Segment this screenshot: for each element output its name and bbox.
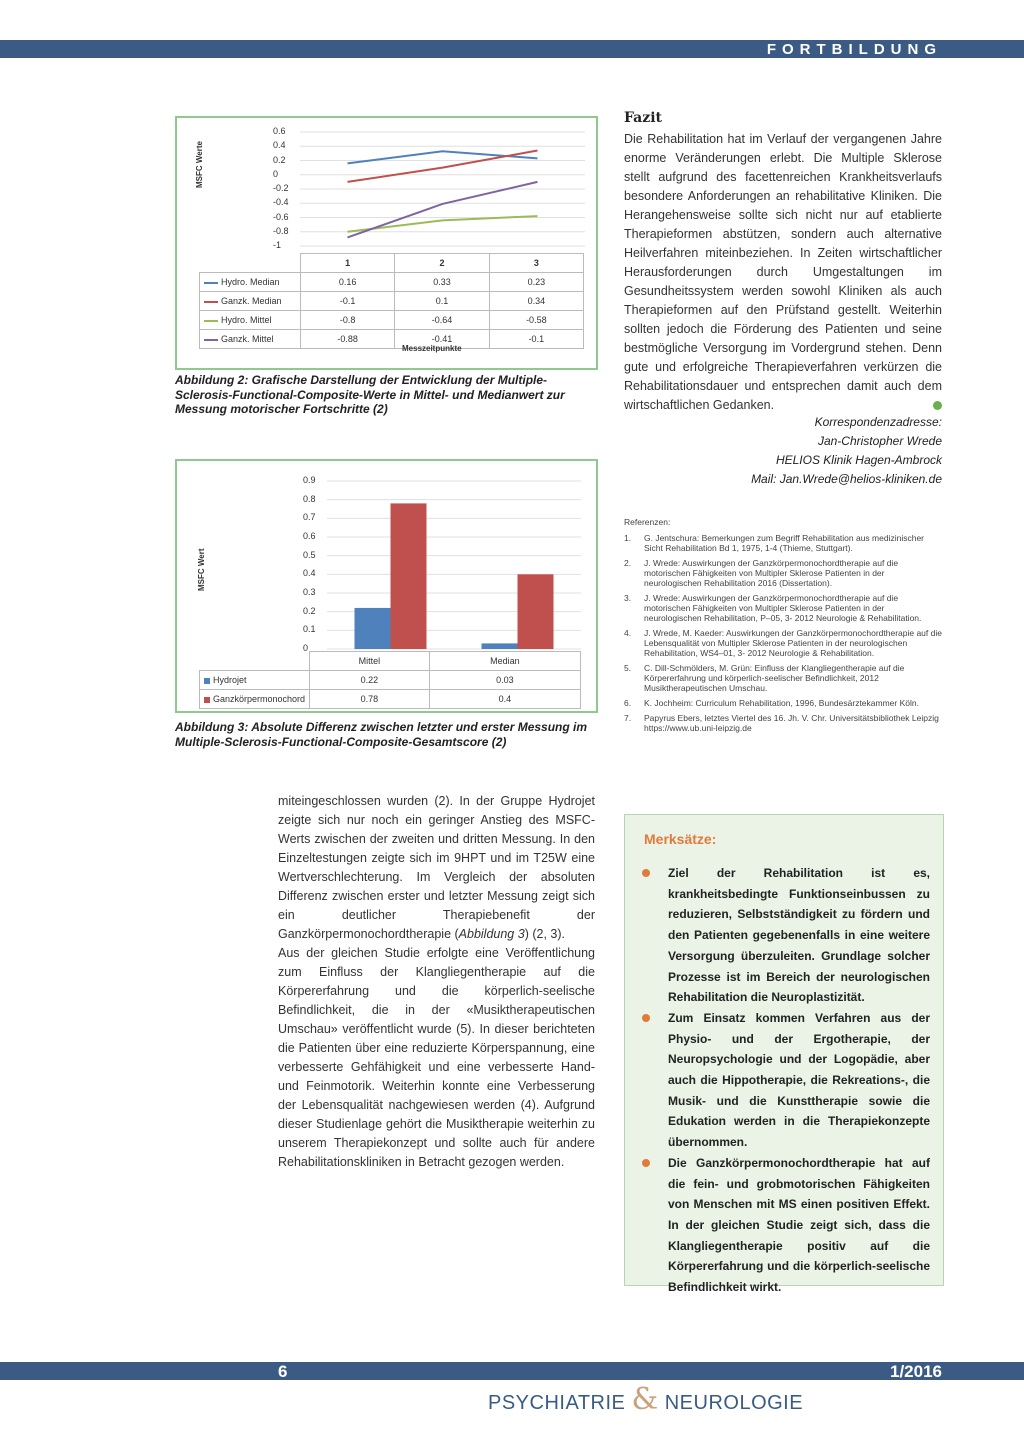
reference-item xyxy=(624,663,942,693)
figure-2-caption: Abbildung 2: Grafische Darstellung der Entwicklung der Multiple-Sclerosis-Functional-Composite-Werte in Mittel- und Medianwert zur Messung motorischer Fortschritte (2) xyxy=(175,373,565,416)
legend-swatch xyxy=(204,320,218,322)
bar xyxy=(391,503,427,649)
data-label: 0.16 xyxy=(301,273,395,292)
key-points-heading: Merksätze: xyxy=(644,831,717,847)
legend-label: Hydro. Median xyxy=(221,277,280,287)
data-label: 0.03 xyxy=(429,671,580,690)
key-point-text: Die Ganzkörpermonochordtherapie hat auf die fein- und grobmotorischen Fähigkeiten von Menschen mit MS einen positiven Effekt. In der gleichen Studie zeigt sich, dass die Klangliegentherapie positiv auf die Körpererfahrung und die körperlich-seelische Befindlichkeit wirkt. xyxy=(668,1155,930,1295)
legend-swatch xyxy=(204,697,210,703)
reference-item xyxy=(624,593,942,623)
figure-3 xyxy=(175,459,598,713)
references-heading: Referenzen: xyxy=(624,517,671,527)
reference-text: K. Jochheim: Curriculum Rehabilitation, 1996, Bundesärztekammer Köln. xyxy=(644,698,919,708)
fig3-y-axis-label: MSFC Wert xyxy=(197,548,206,591)
legend-label: Hydro. Mittel xyxy=(221,315,272,325)
header-bar xyxy=(0,40,1024,58)
key-point-item xyxy=(642,1008,930,1153)
reference-text: J. Wrede: Auswirkungen der Ganzkörpermonochordtherapie auf die motorischen Fähigkeiten von Multipler Sklerose Patienten in der neurologischen Rehabilitation, P–05, 3- 2012 Neurologie & Rehabilitation. xyxy=(644,593,922,623)
y-tick-label: 0.3 xyxy=(303,587,316,597)
reference-text: J. Wrede: Auswirkungen der Ganzkörpermonochordtherapie auf die motorischen Fähigkeiten von Multipler Sklerose Patienten in der neurologischen Rehabilitation 2016 (Dissertation). xyxy=(644,558,899,588)
correspondence-address xyxy=(624,413,942,489)
bar xyxy=(518,574,554,649)
fig3-data-table xyxy=(199,651,581,709)
bar xyxy=(482,643,518,649)
x-tick-label: 1 xyxy=(301,254,395,273)
x-tick-label: 2 xyxy=(395,254,489,273)
series-line xyxy=(348,216,538,232)
y-tick-label: 0.9 xyxy=(303,475,316,485)
data-label: 0.4 xyxy=(429,690,580,709)
data-label: -0.1 xyxy=(301,292,395,311)
data-label: 0.22 xyxy=(310,671,430,690)
page-number: 6 xyxy=(278,1362,288,1381)
reference-text: Papyrus Ebers, letztes Viertel des 16. Jh. V. Chr. Universitätsbibliothek Leipzig https://www.ub.uni-leipzig.de xyxy=(644,713,939,733)
legend-label: Ganzk. Median xyxy=(221,296,282,306)
ampersand-logo: & xyxy=(631,1382,659,1417)
data-label: -0.64 xyxy=(395,311,489,330)
fazit-heading: Fazit xyxy=(624,110,662,126)
data-label: 0.33 xyxy=(395,273,489,292)
y-tick-label: -0.6 xyxy=(273,211,289,222)
legend-label: Ganzkörpermonochord xyxy=(213,694,306,704)
y-tick-label: 0.6 xyxy=(303,531,316,541)
x-tick-label: 3 xyxy=(489,254,583,273)
bullet-icon xyxy=(642,1159,650,1167)
reference-number: 1. xyxy=(624,533,632,543)
reference-text: G. Jentschura: Bemerkungen zum Begriff Rehabilitation aus medizinischer Sicht Rehabilitation Bd 1, 1975, 1-4 (Thieme, Stuttgart). xyxy=(644,533,925,553)
reference-item xyxy=(624,713,942,733)
reference-item xyxy=(624,698,942,708)
data-label: -0.1 xyxy=(489,330,583,349)
y-tick-label: 0.5 xyxy=(303,549,316,560)
key-point-text: Ziel der Rehabilitation ist es, krankheitsbedingte Funktionseinbussen zu reduzieren, Selbstständigkeit zu fördern und den Patienten gegebenenfalls in eine weitere Versorgung überzuleiten. Grundlage solcher Prozesse ist im Bereich der neurologischen Rehabilitation die Neuroplastizität. xyxy=(668,866,930,1005)
end-of-article-icon xyxy=(933,401,942,410)
body-paragraph-2: Aus der gleichen Studie erfolgte eine Veröffentlichung zum Einfluss der Klangliegentherapie auf die Körpererfahrung und die körperlich-seelische Befindlichkeit, die in der «Musiktherapeutischen Umschau» veröffentlicht wurde (5). In dieser berichteten die Patienten über eine reduzierte Körperspannung, eine verbesserte Gehfähigkeit und eine verbesserte Hand- und Feinmotorik. Weiterhin konnte eine Verbesserung der Lebensqualität nachgewiesen werden (4). Aufgrund dieser Studienlage gehört die Musiktherapie weiterhin zu unserem Therapiekonzept und sollte auch für andere Rehabilitationskliniken in Betracht gezogen werden. xyxy=(278,946,595,1169)
y-tick-label: 0.7 xyxy=(303,512,316,523)
fig2-y-axis-label: MSFC Werte xyxy=(195,141,204,188)
reference-text: C. Dill-Schmölders, M. Grün: Einfluss der Klangliegentherapie auf die Körpererfahrung und körperlich-seelischer Befindlichkeit, 2012 Musiktherapeutischen Umschau. xyxy=(644,663,905,693)
fig3-plot xyxy=(327,477,581,651)
legend-label: Ganzk. Mittel xyxy=(221,334,274,344)
legend-row xyxy=(200,311,584,330)
reference-number: 5. xyxy=(624,663,632,673)
reference-item xyxy=(624,533,942,553)
bar xyxy=(355,608,391,649)
reference-number: 2. xyxy=(624,558,632,568)
section-title: FORTBILDUNG xyxy=(766,41,942,58)
data-label: -0.41 xyxy=(395,330,489,349)
series-line xyxy=(348,151,538,163)
fig2-x-axis-label: Messzeitpunkte xyxy=(402,344,462,353)
y-tick-label: 0.4 xyxy=(273,140,286,151)
reference-number: 3. xyxy=(624,593,632,603)
data-label: 0.23 xyxy=(489,273,583,292)
issue-number: 1/2016 xyxy=(890,1362,942,1381)
references-list xyxy=(624,533,942,733)
fig2-data-table xyxy=(199,253,584,349)
x-tick-label: Median xyxy=(429,652,580,671)
legend-row xyxy=(200,330,584,349)
fazit-text: Die Rehabilitation hat im Verlauf der vergangenen Jahre enorme Veränderungen erlebt. Die Multiple Sklerose stellt aufgrund des facettenreichen Krankheitsverlaufs besondere Anforderungen an rehabilitative Kliniken. Die Herangehensweise sollte sich nicht nur auf etablierte Therapieformen abstützen, sondern auch alternative Heilverfahren miteinbeziehen. In Zeiten wirtschaftlicher Herausforderungen durch Umgestaltungen im Gesundheitssystem werden sowohl Kliniken als auch Therapieformen auf den Prüfstand gestellt. Weiterhin sollten jedoch die Förderung des Patienten und seine bestmögliche Versorgung im Vordergrund stehen. Denn gute und erfolgreiche Therapieverfahren verkürzen die Rehabilitationsdauer und entsprechen damit auch dem wirtschaftlichen Gedanken. xyxy=(624,132,942,412)
y-tick-label: 0.8 xyxy=(303,493,316,504)
y-tick-label: 0.4 xyxy=(303,568,316,579)
y-tick-label: 0.2 xyxy=(273,154,286,165)
reference-item xyxy=(624,558,942,588)
y-tick-label: -1 xyxy=(273,240,282,250)
legend-label: Hydrojet xyxy=(213,675,247,685)
series-line xyxy=(348,151,538,182)
reference-number: 4. xyxy=(624,628,632,638)
y-tick-label: 0.2 xyxy=(303,605,316,616)
fazit-text-block xyxy=(624,130,942,415)
y-tick-label: 0 xyxy=(303,643,309,653)
y-tick-label: -0.2 xyxy=(273,183,289,193)
correspondence-clinic: HELIOS Klinik Hagen-Ambrock xyxy=(775,453,942,467)
data-label: -0.8 xyxy=(301,311,395,330)
body-paragraph-1: miteingeschlossen wurden (2). In der Gruppe Hydrojet zeigte sich nur noch ein geringer Anstieg des MSFC-Werts zwischen der zweiten und dritten Messung. In den Einzeltestungen zeigte sich im 9HPT und im T25W eine Wertverschlechterung. Im Vergleich der absoluten Differenz zwischen erster und letzter Messung zeigt sich ein deutlicher Therapiebenefit der Ganzkörpermonochordtherapie (Abbildung 3) (2, 3). xyxy=(278,794,595,941)
data-label: -0.58 xyxy=(489,311,583,330)
reference-number: 7. xyxy=(624,713,632,723)
fig2-plot xyxy=(300,126,585,251)
key-points-box xyxy=(624,814,944,1295)
legend-swatch xyxy=(204,678,210,684)
reference-item xyxy=(624,628,942,658)
key-point-item xyxy=(642,1153,930,1298)
legend-swatch xyxy=(204,282,218,284)
data-label: -0.88 xyxy=(301,330,395,349)
references xyxy=(624,517,942,738)
reference-text: J. Wrede, M. Kaeder: Auswirkungen der Ganzkörpermonochordtherapie auf die Lebensqualität von Multipler Sklerose Patienten in der neurologischen Rehabilitation, WS4–01, 3- 2012 Neurologie & Rehabilitation. xyxy=(644,628,942,658)
legend-swatch xyxy=(204,301,218,303)
y-tick-label: 0.1 xyxy=(303,624,316,635)
data-label: 0.78 xyxy=(310,690,430,709)
data-label: 0.1 xyxy=(395,292,489,311)
reference-number: 6. xyxy=(624,698,632,708)
figure-2 xyxy=(175,116,598,370)
legend-row xyxy=(200,292,584,311)
body-text-column xyxy=(278,792,595,1172)
footer-bar xyxy=(0,1362,1024,1380)
bullet-icon xyxy=(642,869,650,877)
key-point-item xyxy=(642,863,930,1008)
legend-row xyxy=(200,273,584,292)
figure-reference: Abbildung 3 xyxy=(458,927,525,941)
key-points-list xyxy=(642,863,930,1298)
correspondence-mail: Mail: Jan.Wrede@helios-kliniken.de xyxy=(751,472,942,486)
correspondence-name: Jan-Christopher Wrede xyxy=(817,434,942,448)
key-point-text: Zum Einsatz kommen Verfahren aus der Physio- und der Ergotherapie, der Neuropsychologie und der Logopädie, aber auch die Hippotherapie, die Rekreations-, die Musik- und die Kunsttherapie sowie die Edukation werden in die Therapiekonzepte übernommen. xyxy=(668,1010,930,1150)
y-tick-label: -0.8 xyxy=(273,225,289,236)
legend-swatch xyxy=(204,339,218,341)
y-tick-label: 0 xyxy=(273,168,279,179)
y-tick-label: -0.4 xyxy=(273,197,289,208)
x-tick-label: Mittel xyxy=(310,652,430,671)
legend-row xyxy=(200,690,581,709)
data-label: 0.34 xyxy=(489,292,583,311)
legend-row xyxy=(200,671,581,690)
figure-3-caption: Abbildung 3: Absolute Differenz zwischen letzter und erster Messung im Multiple-Sclerosis-Functional-Composite-Gesamtscore (2) xyxy=(175,720,588,749)
y-tick-label: 0.6 xyxy=(273,126,286,136)
journal-logo: PSYCHIATRIE & NEUROLOGIE xyxy=(488,1382,804,1417)
bullet-icon xyxy=(642,1014,650,1022)
correspondence-label: Korrespondenzadresse: xyxy=(814,415,942,429)
